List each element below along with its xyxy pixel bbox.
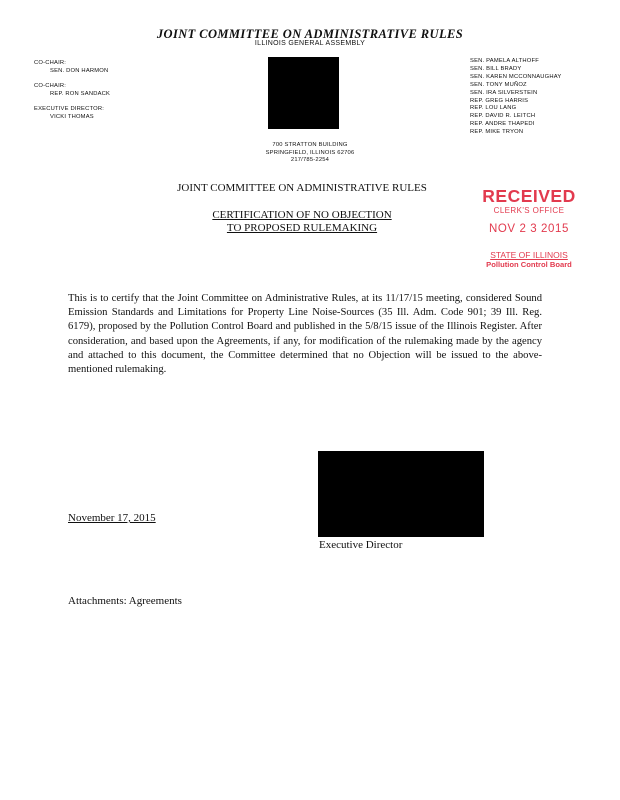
certification-heading-line1: CERTIFICATION OF NO OBJECTION [212, 209, 392, 221]
letterhead-subtitle: ILLINOIS GENERAL ASSEMBLY [254, 40, 366, 47]
address-line: SPRINGFIELD, ILLINOIS 62706 [265, 149, 355, 156]
signature-title: Executive Director [319, 539, 403, 551]
redacted-signature [318, 451, 484, 537]
person-name: SEN. DON HARMON [50, 67, 109, 74]
co-chair-house [34, 83, 110, 98]
member-name: REP. GREG HARRIS [470, 97, 529, 104]
member-name: REP. LOU LANG [470, 105, 517, 112]
stamp-board: Pollution Control Board [486, 260, 572, 269]
member-name: SEN. PAMELA ALTHOFF [470, 58, 539, 64]
executive-director [34, 106, 110, 121]
address-line: 217/785-2254 [290, 157, 330, 164]
member-name: SEN. IRA SILVERSTEIN [470, 89, 538, 96]
stamp-received: RECEIVED [482, 186, 576, 206]
certification-paragraph: This is to certify that the Joint Committee on Administrative Rules, at its 11/17/15 meeting, considered Sound Emission Standards and Limitations for Property Line Noise-Sources (35 Ill. Adm. Code 901; 39 Ill. Reg. 6179), proposed by the Pollution Control Board and published in the 5/8/15 issue of the Illinois Register. After consideration, and based upon the Agreements, if any, for modification of the rulemaking made by the agency and attached to this document, the Committee determined that no Objection will be issued to the above-mentioned rulemaking. [68, 293, 542, 376]
member-name: REP. ANDRE THAPEDI [470, 121, 535, 128]
certification-heading-line2: TO PROPOSED RULEMAKING [226, 222, 378, 234]
person-name: VICKI THOMAS [50, 113, 94, 120]
member-name: SEN. KAREN MCCONNAUGHAY [470, 73, 562, 80]
letterhead-address [0, 142, 620, 165]
member-name: REP. MIKE TRYON [470, 129, 524, 136]
role-label: EXECUTIVE DIRECTOR: [34, 106, 105, 113]
attachments-note: Attachments: Agreements [68, 595, 182, 607]
letterhead-title: JOINT COMMITTEE ON ADMINISTRATIVE RULES [156, 27, 464, 41]
letterhead-left-block [34, 60, 110, 122]
role-label: CO-CHAIR: [34, 83, 67, 90]
member-name: REP. DAVID R. LEITCH [470, 113, 536, 120]
committee-heading: JOINT COMMITTEE ON ADMINISTRATIVE RULES [177, 182, 427, 194]
stamp-state: STATE OF ILLINOIS [490, 250, 568, 260]
received-stamp [470, 186, 588, 269]
certification-date: November 17, 2015 [68, 512, 156, 524]
person-name: REP. RON SANDACK [50, 90, 111, 97]
redacted-seal [268, 57, 339, 129]
member-name: SEN. BILL BRADY [470, 65, 522, 72]
member-name: SEN. TONY MUÑOZ [470, 81, 527, 88]
role-label: CO-CHAIR: [34, 60, 67, 66]
stamp-office: CLERK'S OFFICE [493, 206, 565, 215]
address-line: 700 STRATTON BUILDING [272, 142, 348, 148]
co-chair-senate [34, 60, 110, 75]
stamp-date: NOV 2 3 2015 [488, 223, 570, 235]
member-list [470, 58, 561, 137]
